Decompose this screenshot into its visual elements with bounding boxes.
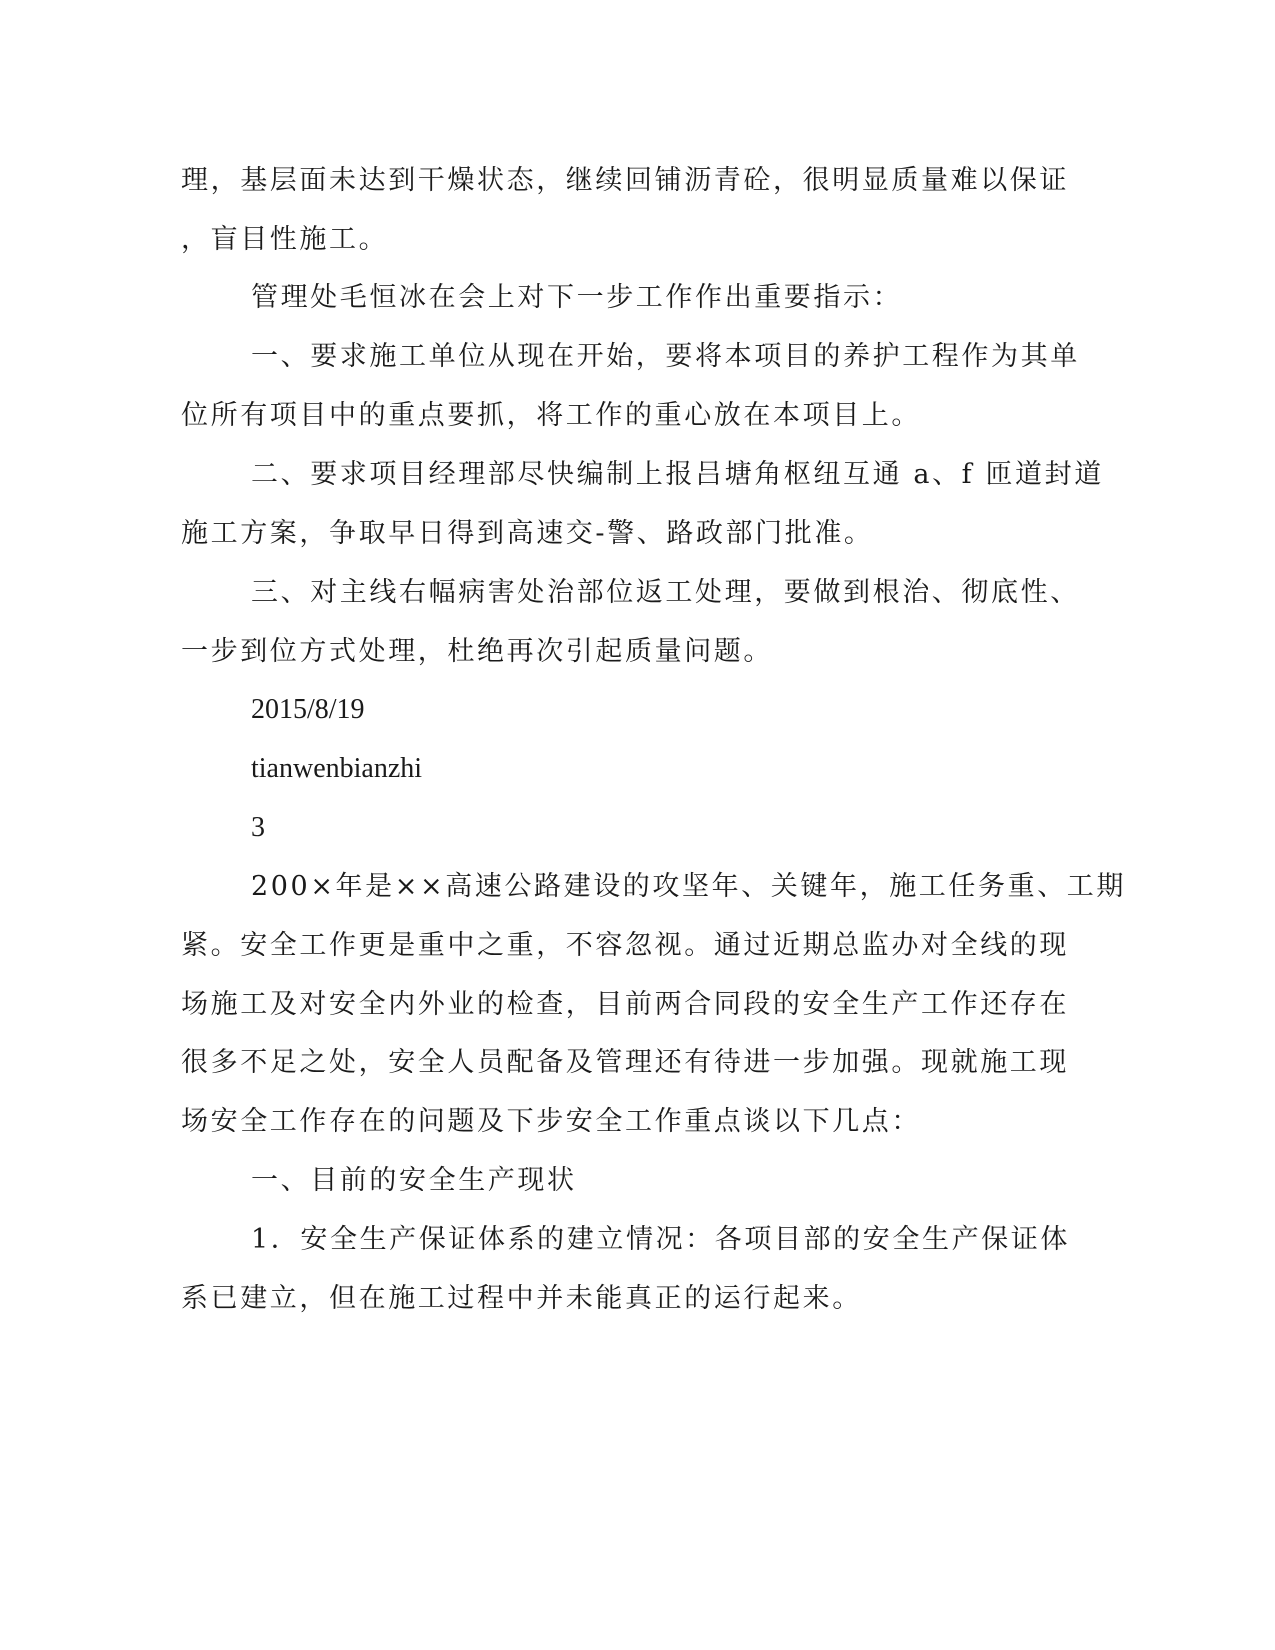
paragraph-start: 管理处毛恒冰在会上对下一步工作作出重要指示： — [251, 282, 903, 313]
text-line: 场施工及对安全内外业的检查，目前两合同段的安全生产工作还存在 — [181, 989, 1069, 1020]
text-line: 理，基层面未达到干燥状态，继续回铺沥青砼，很明显质量难以保证 — [181, 165, 1069, 196]
section-number: 3 — [251, 812, 265, 843]
text-line: 系已建立，但在施工过程中并未能真正的运行起来。 — [181, 1283, 862, 1314]
text-line: ，盲目性施工。 — [181, 224, 389, 255]
paragraph-start: 三、对主线右幅病害处治部位返工处理，要做到根治、彻底性、 — [251, 577, 1080, 608]
text-line: 紧。安全工作更是重中之重，不容忽视。通过近期总监办对全线的现 — [181, 930, 1069, 961]
author-line: tianwenbianzhi — [251, 753, 423, 784]
text-line: 很多不足之处，安全人员配备及管理还有待进一步加强。现就施工现 — [181, 1047, 1069, 1078]
text-line: 位所有项目中的重点要抓，将工作的重心放在本项目上。 — [181, 400, 921, 431]
text-line: 一步到位方式处理，杜绝再次引起质量问题。 — [181, 636, 773, 667]
paragraph-start: 200×年是××高速公路建设的攻坚年、关键年，施工任务重、工期 — [251, 871, 1127, 902]
paragraph-start: 一、要求施工单位从现在开始，要将本项目的养护工程作为其单 — [251, 341, 1080, 372]
paragraph-start: 1．安全生产保证体系的建立情况：各项目部的安全生产保证体 — [251, 1224, 1070, 1255]
paragraph-start: 二、要求项目经理部尽快编制上报吕塘角枢纽互通 a、f 匝道封道 — [251, 459, 1104, 490]
date-line: 2015/8/19 — [251, 694, 365, 725]
text-line: 场安全工作存在的问题及下步安全工作重点谈以下几点： — [181, 1106, 921, 1137]
section-heading: 一、目前的安全生产现状 — [251, 1165, 577, 1196]
text-line: 施工方案，争取早日得到高速交-警、路政部门批准。 — [181, 518, 874, 549]
